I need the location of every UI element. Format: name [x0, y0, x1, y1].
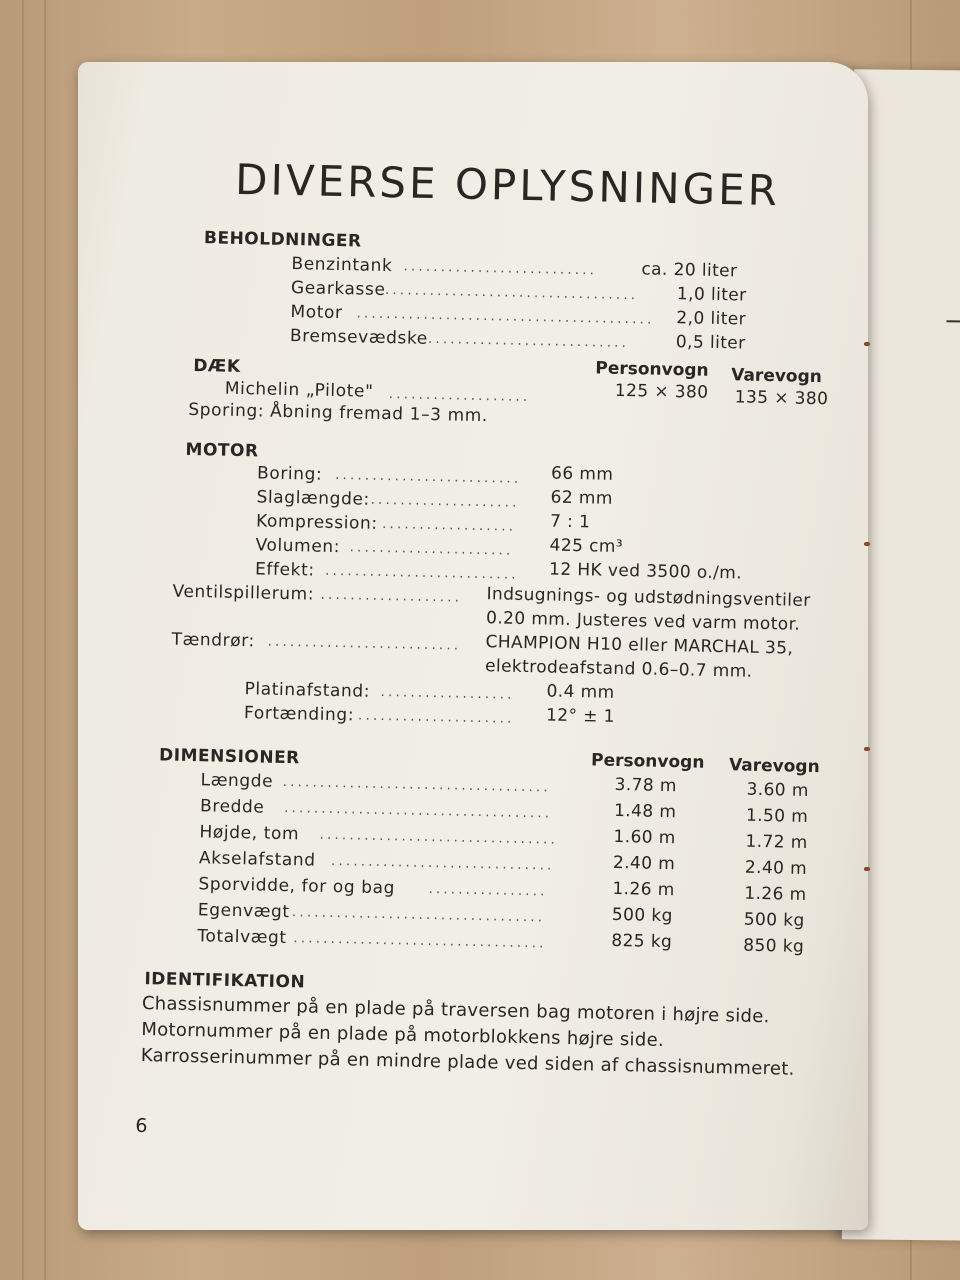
identifikation-line3: Karrosserinummer på en mindre plade ved siden af chassisnummeret.	[140, 1045, 795, 1080]
personvogn-value: 500 kg	[611, 904, 673, 927]
personvogn-value: 1.48 m	[613, 800, 677, 823]
page-content	[65, 54, 879, 1238]
wood-grain	[22, 0, 24, 1280]
section-heading-identifikation: IDENTIFIKATION	[144, 969, 306, 993]
ventilspillerum-label: Ventilspillerum:	[172, 581, 315, 605]
list-item-label: Bremsevædske	[289, 326, 429, 349]
dimension-label: Egenvægt	[197, 900, 290, 923]
platinafstand-value: 0.4 mm	[546, 681, 615, 703]
next-page-rule	[946, 320, 960, 322]
dimension-label: Længde	[200, 770, 274, 792]
fortaending-value: 12° ± 1	[545, 705, 616, 727]
ventilspillerum-line1: Indsugnings- og udstødningsventiler	[486, 584, 811, 611]
column-header-varevogn: Varevogn	[731, 365, 823, 388]
dimension-label: Bredde	[199, 796, 265, 818]
varevogn-value: 2.40 m	[744, 857, 808, 879]
list-item-value: 2,0 liter	[676, 308, 747, 330]
tire-personvogn-value: 125 × 380	[614, 380, 709, 403]
section-heading-motor: MOTOR	[185, 439, 259, 462]
booklet-page	[78, 62, 868, 1230]
dot-leader: ..........................	[324, 562, 519, 583]
list-item-value: 66 mm	[550, 463, 614, 485]
binding-stitch	[864, 342, 870, 346]
varevogn-value: 1.72 m	[745, 831, 808, 853]
taendror-line2: elektrodeafstand 0.6–0.7 mm.	[484, 656, 753, 682]
varevogn-value: 1.26 m	[744, 883, 807, 905]
varevogn-value: 500 kg	[743, 909, 805, 931]
varevogn-value: 850 kg	[743, 935, 805, 957]
dot-leader: ..........................	[267, 633, 462, 654]
varevogn-value: 1.50 m	[745, 805, 809, 827]
binding-stitch	[864, 867, 870, 871]
section-heading-beholdninger: BEHOLDNINGER	[203, 228, 362, 252]
ventilspillerum-line2: 0.20 mm. Justeres ved varm motor.	[485, 608, 801, 635]
list-item-label: Gearkasse	[290, 278, 386, 300]
personvogn-value: 2.40 m	[612, 852, 676, 875]
column-header-personvogn: Personvogn	[590, 750, 705, 773]
dot-leader: ..................................	[293, 930, 547, 952]
dot-leader: ...........................	[427, 330, 630, 352]
binding-stitch	[864, 542, 870, 546]
dot-leader: ........................................	[356, 305, 655, 328]
identifikation-line2: Motornummer på en plade på motorblokkens højre side.	[141, 1019, 665, 1051]
dot-leader: ....................................	[282, 773, 551, 796]
dot-leader: .........................	[334, 466, 522, 487]
dot-leader: ..................................	[384, 281, 639, 304]
binding-stitch	[864, 747, 870, 751]
section-heading-daek: DÆK	[193, 355, 241, 377]
dot-leader: ..................	[380, 683, 515, 703]
list-item-label: Volumen:	[255, 535, 341, 558]
dot-leader: ......................	[349, 539, 514, 559]
list-item-label: Kompression:	[255, 511, 378, 534]
list-item-value: 7 : 1	[549, 511, 591, 533]
dot-leader: ....................................	[283, 799, 553, 822]
wood-grain	[44, 0, 46, 1280]
platinafstand-label: Platinafstand:	[244, 679, 371, 702]
dimension-label: Akselafstand	[198, 848, 316, 871]
dot-leader: .....................	[357, 707, 515, 727]
page-number: 6	[135, 1114, 148, 1138]
dot-leader: ..................................	[291, 904, 546, 926]
list-item-label: Motor	[290, 302, 343, 324]
section-heading-dimensioner: DIMENSIONER	[158, 745, 300, 769]
dot-leader: ...................	[388, 386, 531, 406]
dot-leader: ..........................	[403, 258, 598, 279]
column-header-personvogn: Personvogn	[595, 358, 709, 381]
dot-leader: ................................	[319, 826, 559, 848]
personvogn-value: 3.78 m	[614, 774, 678, 797]
list-item-value: 0,5 liter	[675, 332, 746, 354]
dot-leader: ....................	[370, 491, 520, 511]
dot-leader: ................	[428, 881, 548, 900]
dimension-label: Højde, tom	[199, 822, 300, 845]
personvogn-value: 1.26 m	[612, 878, 675, 901]
identifikation-line1: Chassisnummer på en plade på traversen bag motoren i højre side.	[141, 993, 770, 1028]
list-item-value: 12 HK ved 3500 o./m.	[548, 559, 743, 584]
list-item-value: 1,0 liter	[676, 284, 747, 306]
taendror-line1: CHAMPION H10 eller MARCHAL 35,	[485, 632, 794, 659]
dimension-label: Sporvidde, for og bag	[198, 874, 396, 899]
list-item-label: Benzintank	[291, 254, 393, 277]
dot-leader: ...................	[320, 586, 463, 606]
taendror-label: Tændrør:	[171, 629, 256, 652]
varevogn-value: 3.60 m	[746, 779, 809, 801]
list-item-label: Effekt:	[254, 559, 315, 581]
list-item-label: Boring:	[256, 463, 323, 485]
dot-leader: ..................	[381, 515, 517, 535]
list-item-value: ca. 20 liter	[641, 259, 738, 282]
personvogn-value: 825 kg	[611, 930, 673, 953]
sporing-text: Sporing: Åbning fremad 1–3 mm.	[188, 399, 489, 427]
dot-leader: ..............................	[330, 852, 555, 874]
column-header-varevogn: Varevogn	[728, 755, 820, 778]
fortaending-label: Fortænding:	[243, 703, 355, 726]
tire-label: Michelin „Pilote"	[224, 378, 374, 402]
tire-varevogn-value: 135 × 380	[734, 387, 829, 410]
list-item-value: 62 mm	[550, 487, 613, 509]
dimension-label: Totalvægt	[197, 926, 287, 949]
page-title: DIVERSE OPLYSNINGER	[234, 154, 781, 216]
list-item-value: 425 cm³	[549, 535, 624, 558]
list-item-label: Slaglængde:	[256, 487, 371, 510]
personvogn-value: 1.60 m	[613, 826, 676, 849]
